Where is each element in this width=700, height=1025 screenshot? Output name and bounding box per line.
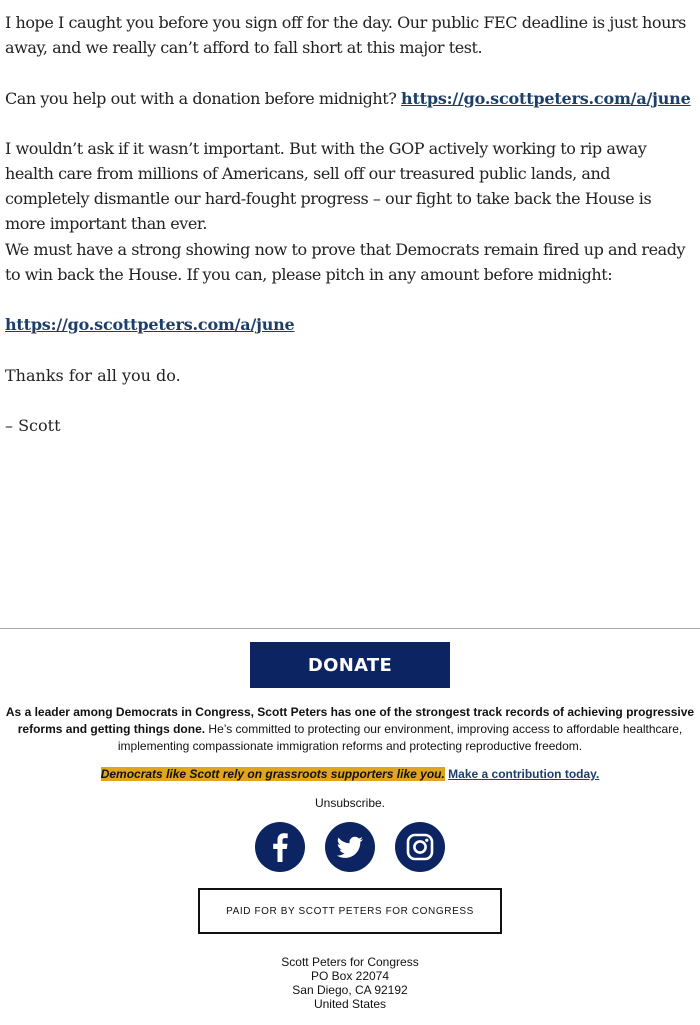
showing-paragraph: We must have a strong showing now to prove that Democrats remain fired up and ready to win back the House. If you can, please pitch in any amount before midnight: [5,240,686,284]
donation-link[interactable]: https://go.scottpeters.com/a/june [401,89,691,108]
mailing-address [0,955,700,1011]
intro-paragraph: I hope I caught you before you sign off for the day. Our public FEC deadline is just hours away, and we really can’t afford to fall short at this major test. [5,13,686,57]
link-paragraph [5,312,695,337]
address-line: United States [313,997,387,1011]
ask-text: Can you help out with a donation before midnight? [5,89,402,108]
donate-button[interactable]: DONATE [250,642,450,688]
donation-link-2[interactable]: https://go.scottpeters.com/a/june [5,315,295,334]
contribution-link[interactable]: Make a contribution today. [448,767,600,781]
instagram-icon[interactable] [395,822,445,872]
address-line: Scott Peters for Congress [281,955,419,969]
grassroots-line [0,766,700,782]
paid-for-text: PAID FOR BY SCOTT PETERS FOR CONGRESS [226,905,474,917]
footer-divider [0,628,700,629]
address-line: PO Box 22074 [310,969,390,983]
leader-rest: He’s committed to protecting our environment, improving access to affordable healthcare, implementing compassionate immigration reforms and protecting reproductive freedom. [117,722,683,753]
leader-bold: As a leader among Democrats in Congress, Scott Peters has one of the strongest track records of achieving progressive reforms and getting things done. [5,705,695,736]
ask-paragraph [5,86,695,111]
address-line: San Diego, CA 92192 [292,983,408,997]
unsubscribe-link[interactable]: Unsubscribe. [314,796,386,810]
gop-paragraph: I wouldn’t ask if it wasn’t important. But with the GOP actively working to rip away health care from millions of Americans, sell off our treasured public lands, and completely dismantle our hard-fought progress – our fight to take back the House is more important than ever. [5,139,652,233]
thanks-paragraph: Thanks for all you do. [5,366,181,385]
paid-for-box [198,888,502,934]
grassroots-highlight: Democrats like Scott rely on grassroots supporters like you. [100,767,445,781]
twitter-icon[interactable] [325,822,375,872]
signoff: – Scott [5,416,61,435]
leader-paragraph [0,704,700,755]
facebook-icon[interactable] [255,822,305,872]
